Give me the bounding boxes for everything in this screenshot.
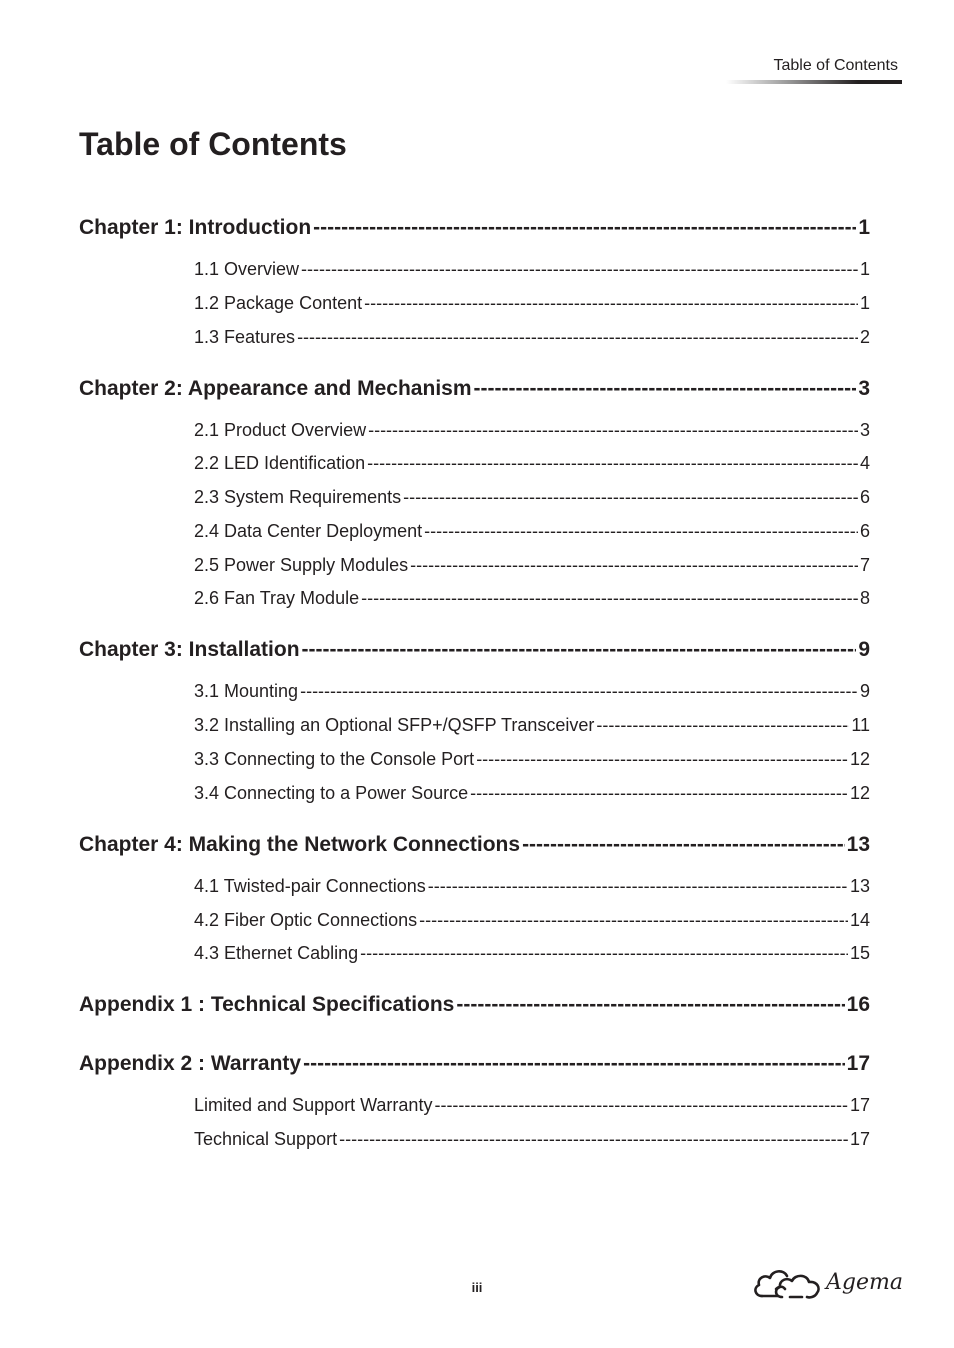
toc-entry-label: 1.3 Features xyxy=(194,327,296,347)
toc-entry-label: Chapter 4: Making the Network Connections xyxy=(79,833,521,856)
toc-section-entry[interactable] xyxy=(194,259,870,280)
toc-entry-page: 9 xyxy=(859,681,870,701)
toc-entry-label: 4.3 Ethernet Cabling xyxy=(194,943,359,963)
toc-dot-leader xyxy=(410,555,858,576)
toc-section-entry[interactable] xyxy=(194,715,870,736)
toc-entry-label: Chapter 2: Appearance and Mechanism xyxy=(79,377,472,400)
toc-dot-leader xyxy=(360,943,848,964)
toc-dot-leader xyxy=(302,638,857,662)
toc-entry-page: 13 xyxy=(846,833,870,856)
toc-entry-page: 14 xyxy=(849,910,870,930)
toc-entry-label: Technical Support xyxy=(194,1129,338,1149)
toc-dot-leader xyxy=(470,783,848,804)
toc-entry-label: 3.3 Connecting to the Console Port xyxy=(194,749,475,769)
toc-dot-leader xyxy=(428,876,848,897)
toc-dot-leader xyxy=(434,1095,848,1116)
toc-entry-page: 3 xyxy=(859,420,870,440)
toc-entry-page: 1 xyxy=(859,293,870,313)
toc-entry-label: 3.4 Connecting to a Power Source xyxy=(194,783,469,803)
brand-logo xyxy=(752,1266,912,1306)
toc-entry-page: 13 xyxy=(849,876,870,896)
toc-entry-label: 2.6 Fan Tray Module xyxy=(194,588,360,608)
toc-dot-leader xyxy=(596,715,849,736)
toc-entry-page: 6 xyxy=(859,521,870,541)
toc-entry-page: 1 xyxy=(858,216,870,239)
toc-entry-page: 17 xyxy=(846,1052,870,1075)
page-number: iii xyxy=(471,1280,483,1295)
toc-dot-leader xyxy=(303,1052,845,1076)
toc-entry-label: Appendix 1 : Technical Specifications xyxy=(79,993,455,1016)
toc-section-entry[interactable] xyxy=(194,420,870,441)
toc-dot-leader xyxy=(297,327,858,348)
toc-dot-leader xyxy=(367,453,858,474)
toc-chapter-entry[interactable] xyxy=(79,638,870,662)
toc-entry-label: 2.1 Product Overview xyxy=(194,420,367,440)
toc-dot-leader xyxy=(522,833,845,857)
toc-chapter-entry[interactable] xyxy=(79,216,870,240)
toc-entry-label: Limited and Support Warranty xyxy=(194,1095,433,1115)
toc-section-entry[interactable] xyxy=(194,943,870,964)
toc-dot-leader xyxy=(300,681,858,702)
toc-entry-page: 1 xyxy=(859,259,870,279)
toc-section-entry[interactable] xyxy=(194,783,870,804)
toc-entry-label: 3.1 Mounting xyxy=(194,681,299,701)
toc-section-entry[interactable] xyxy=(194,1095,870,1116)
toc-entry-label: 1.2 Package Content xyxy=(194,293,363,313)
toc-entry-page: 3 xyxy=(858,377,870,400)
page-title: Table of Contents xyxy=(79,126,347,162)
cloud-icon xyxy=(752,1266,824,1302)
toc-section-entry[interactable] xyxy=(194,521,870,542)
running-head: Table of Contents xyxy=(773,57,898,74)
toc-entry-label: Chapter 1: Introduction xyxy=(79,216,312,239)
toc-section-entry[interactable] xyxy=(194,293,870,314)
toc-dot-leader xyxy=(419,910,848,931)
toc-dot-leader xyxy=(364,293,858,314)
toc-section-entry[interactable] xyxy=(194,327,870,348)
toc-chapter-entry[interactable] xyxy=(79,993,870,1017)
toc-entry-label: 2.3 System Requirements xyxy=(194,487,402,507)
toc-entry-page: 6 xyxy=(859,487,870,507)
toc-section-entry[interactable] xyxy=(194,555,870,576)
toc-dot-leader xyxy=(313,216,856,240)
toc-chapter-entry[interactable] xyxy=(79,833,870,857)
toc-entry-page: 8 xyxy=(859,588,870,608)
toc-entry-label: 4.1 Twisted-pair Connections xyxy=(194,876,426,896)
toc-entry-page: 15 xyxy=(849,943,870,963)
toc-section-entry[interactable] xyxy=(194,588,870,609)
toc-entry-page: 12 xyxy=(849,783,870,803)
toc-dot-leader xyxy=(301,259,858,280)
toc-entry-page: 11 xyxy=(851,715,870,735)
toc-section-entry[interactable] xyxy=(194,487,870,508)
toc-entry-page: 16 xyxy=(846,993,870,1016)
brand-wordmark: Agema xyxy=(826,1270,903,1295)
toc-chapter-entry[interactable] xyxy=(79,1052,870,1076)
toc-section-entry[interactable] xyxy=(194,1129,870,1150)
toc-entry-label: 2.4 Data Center Deployment xyxy=(194,521,423,541)
toc-section-entry[interactable] xyxy=(194,453,870,474)
toc-entry-label: Chapter 3: Installation xyxy=(79,638,300,661)
toc-dot-leader xyxy=(403,487,858,508)
toc-entry-page: 17 xyxy=(849,1129,870,1149)
toc-dot-leader xyxy=(339,1129,848,1150)
toc-entry-label: 2.2 LED Identification xyxy=(194,453,366,473)
toc-entry-label: 3.2 Installing an Optional SFP+/QSFP Transceiver xyxy=(194,715,595,735)
toc-entry-page: 7 xyxy=(859,555,870,575)
toc-dot-leader xyxy=(476,749,848,770)
toc-entry-label: 1.1 Overview xyxy=(194,259,300,279)
toc-section-entry[interactable] xyxy=(194,749,870,770)
toc-entry-page: 17 xyxy=(849,1095,870,1115)
toc-entry-page: 9 xyxy=(858,638,870,661)
toc-section-entry[interactable] xyxy=(194,910,870,931)
toc-dot-leader xyxy=(456,993,844,1017)
toc-entry-label: Appendix 2 : Warranty xyxy=(79,1052,302,1075)
toc-entry-label: 4.2 Fiber Optic Connections xyxy=(194,910,418,930)
toc-dot-leader xyxy=(368,420,858,441)
toc-chapter-entry[interactable] xyxy=(79,377,870,401)
toc-entry-page: 4 xyxy=(859,453,870,473)
header-rule xyxy=(726,80,902,84)
toc-dot-leader xyxy=(424,521,858,542)
toc-entry-label: 2.5 Power Supply Modules xyxy=(194,555,409,575)
toc-dot-leader xyxy=(474,377,857,401)
toc-section-entry[interactable] xyxy=(194,876,870,897)
toc-dot-leader xyxy=(361,588,858,609)
toc-entry-page: 2 xyxy=(859,327,870,347)
toc-entry-page: 12 xyxy=(849,749,870,769)
toc-section-entry[interactable] xyxy=(194,681,870,702)
